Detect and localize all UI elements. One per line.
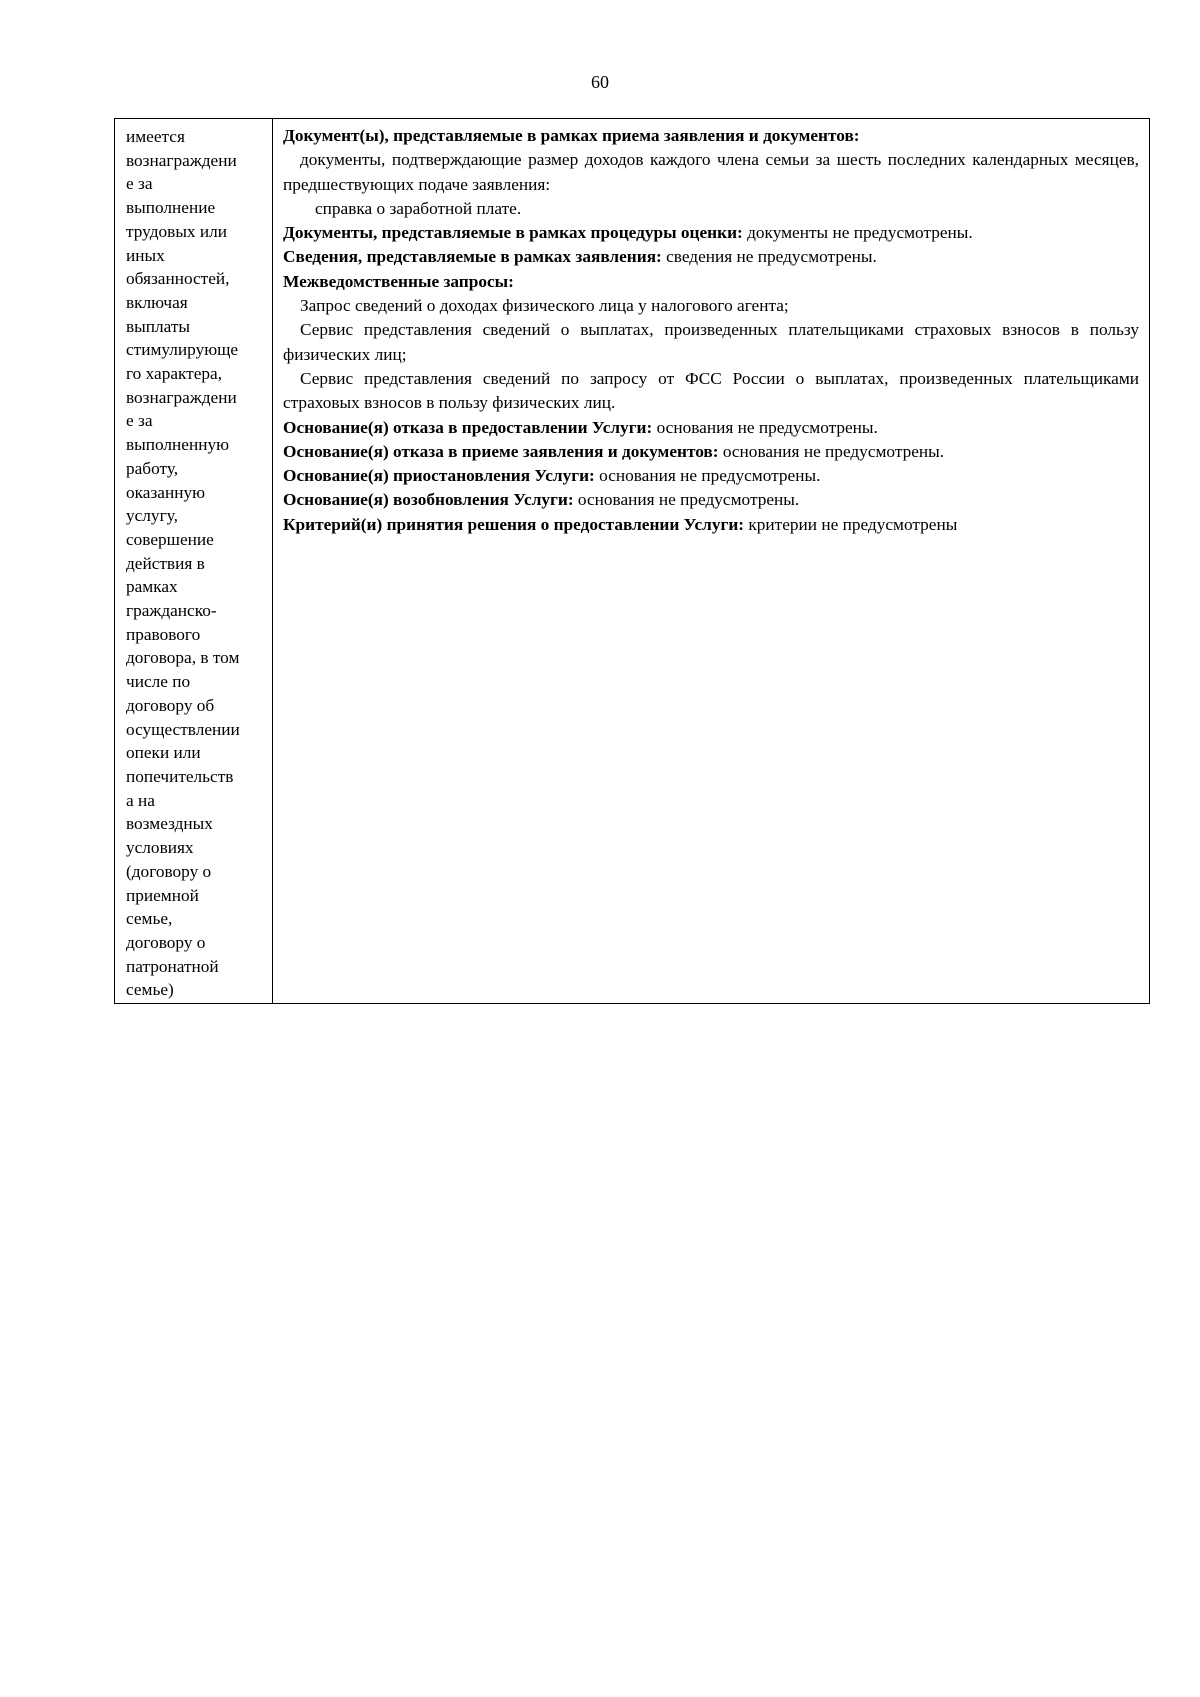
info-label: Сведения, представляемые в рамках заявления: [283,247,662,267]
left-column-line: работу, [126,458,179,478]
left-column-line: рамках [126,577,178,597]
left-column-line: обязанностей, [126,269,230,289]
left-column-line: выполненную [126,435,230,455]
resumption-row [283,488,1139,512]
left-column-line: попечительств [126,766,234,786]
left-column-line: договору об [126,695,215,715]
info-row [283,245,1139,269]
left-column-line: а на [126,790,155,810]
left-column-line: трудовых или [126,221,228,241]
left-column-line: семье) [126,980,174,1000]
left-column-line: договору о [126,932,206,952]
refusal-accept-label: Основание(я) отказа в приеме заявления и документов: [283,441,719,461]
request-2: Сервис представления сведений о выплатах, произведенных плательщиками страховых взносов в пользу физических лиц; [283,320,1139,364]
refusal-accept-value: основания не предусмотрены. [718,441,945,461]
documents-heading: Документ(ы), представляемые в рамках приема заявления и документов: [283,126,860,145]
left-column-line: е за [126,174,153,194]
assessment-value: документы не предусмотрены. [742,223,973,243]
resumption-value: основания не предусмотрены. [573,490,800,510]
left-column-line: стимулирующе [126,340,239,360]
request-3: Сервис представления сведений по запросу от ФСС России о выплатах, произведенных плательщиками страховых взносов в пользу физических лиц. [283,368,1139,413]
page-number: 60 [591,72,609,92]
left-column-line: осуществлении [126,719,240,739]
left-column-line: числе по [126,672,191,692]
left-column-line: (договору о [126,861,212,881]
left-column-line: гражданско- [126,601,217,621]
suspension-row [283,464,1139,488]
right-column-cell [273,119,1149,1003]
left-column-line: действия в [126,553,205,573]
suspension-label: Основание(я) приостановления Услуги: [283,466,595,486]
assessment-label: Документы, представляемые в рамках процедуры оценки: [283,223,743,243]
left-column-line: оказанную [126,482,205,502]
refusal-accept-row [283,440,1139,464]
criteria-row [283,513,1139,537]
criteria-value: критерии не предусмотрены [744,514,958,534]
criteria-label: Критерий(и) принятия решения о предоставлении Услуги: [283,514,745,534]
left-column-line: включая [126,292,188,312]
refusal-service-label: Основание(я) отказа в предоставлении Услуги: [283,417,653,437]
left-column-line: иных [126,245,165,265]
request-1: Запрос сведений о доходах физического лица у налогового агента; [300,296,789,316]
left-column-line: имеется [126,127,185,146]
documents-item: справка о заработной плате. [315,198,522,218]
refusal-service-row [283,416,1139,440]
refusal-service-value: основания не предусмотрены. [652,417,878,437]
documents-text: документы, подтверждающие размер доходов каждого члена семьи за шесть последних календарных месяцев, предшествующих подаче заявления: [283,150,1139,194]
left-column-line: правового [126,624,201,644]
left-column-line: патронатной [126,956,219,976]
left-column-line: е за [126,411,153,431]
left-column-line: выплаты [126,316,191,336]
left-column-line: совершение [126,529,214,549]
left-column-line: приемной [126,885,199,905]
left-column-line: возмездных [126,814,213,834]
left-column-line: го характера, [126,364,223,384]
left-column-line: выполнение [126,198,216,218]
left-column-line: вознаграждени [126,387,237,407]
left-column-line: условиях [126,838,194,858]
left-column-line: услугу, [126,506,178,526]
requests-heading: Межведомственные запросы: [283,271,514,291]
document-table [114,118,1150,1004]
left-column-line: договора, в том [126,648,240,668]
resumption-label: Основание(я) возобновления Услуги: [283,490,574,510]
left-column-line: семье, [126,909,173,929]
suspension-value: основания не предусмотрены. [594,466,821,486]
info-value: сведения не предусмотрены. [661,247,877,267]
assessment-row [283,221,1139,245]
left-column-line: опеки или [126,743,201,763]
left-column-line: вознаграждени [126,150,237,170]
left-column-cell [115,119,273,1003]
